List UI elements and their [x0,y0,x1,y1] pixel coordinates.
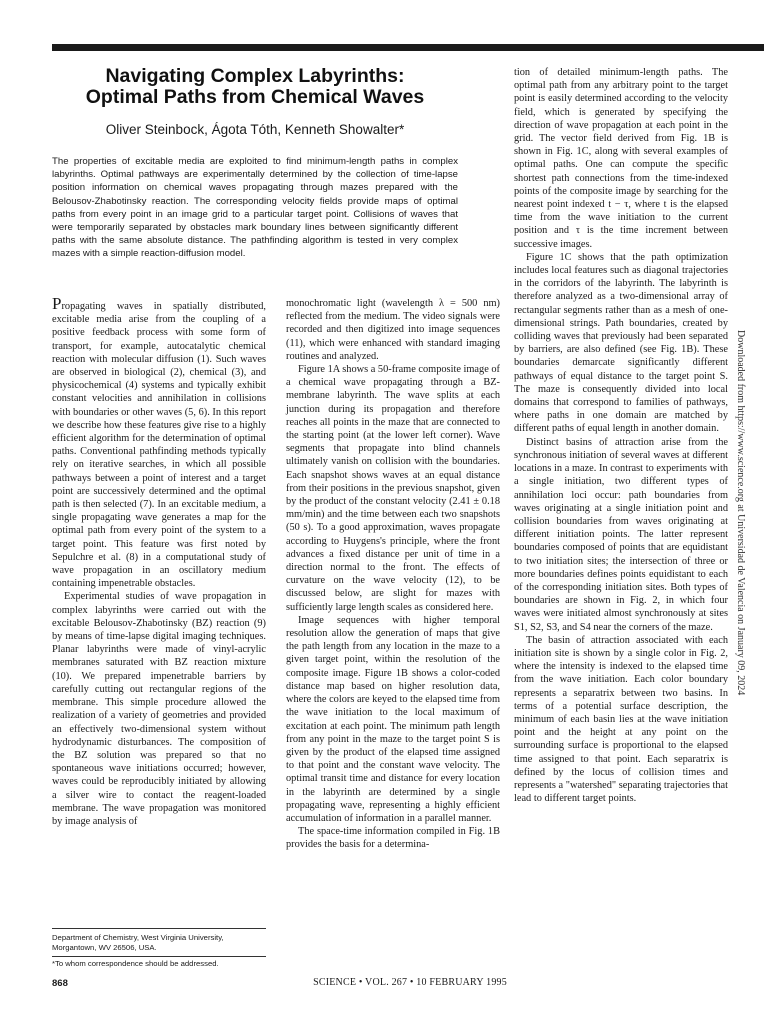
article-title [52,66,458,108]
correspondence-footnote: *To whom correspondence should be addressed. [52,959,219,968]
body-column-2 [286,297,500,852]
paragraph: The space-time information compiled in Fig. 1B provides the basis for a determina- [286,826,500,851]
body-column-3 [514,66,728,805]
paragraph: Experimental studies of wave propagation in complex labyrinths were carried out with the excitable Belousov-Zhabotinsky (BZ) reaction (9) by means of time-lapse digital imaging techniques. Planar labyrinths were made of vinyl-acrylic membranes saturated with BZ reaction mixture (10). We prepared impenetrable barriers by carefully cutting out rectangular regions of the membrane. This simple procedure allowed the realization of a variety of geometries and provided an effectively two-dimensional system without hydrodynamic disturbances. The composition of the BZ solution was prepared so that no spontaneous wave initiations occurred; however, waves could be reproducibly initiated by allowing a silver wire to contact the reagent-loaded membrane. The wave propagation was monitored by image analysis of [52,591,266,827]
paragraph: Figure 1A shows a 50-frame composite image of a chemical wave propagating through a BZ-membrane labyrinth. The wave splits at each junction during its propagation and therefore reaches all points in the maze that are connected to the starting point (at the lower left corner). Wave segments that propagate into blind channels ultimately vanish on collision with the boundaries. Each snapshot shows waves at an equal distance from their positions in the previous snapshot, given by the product of the constant velocity (2.41 ± 0.18 mm/min) and the time between each two snapshots (50 s). To a good approximation, waves propagate according to Huygens's principle, where the front advances a fixed distance per unit of time in a direction normal to the front. The effects of curvature on the wave velocity (12), to be discussed below, are slight for mazes with sufficiently large length scales as considered here. [286,364,500,613]
title-line-1: Navigating Complex Labyrinths: [105,65,405,87]
paragraph: tion of detailed minimum-length paths. The optimal path from any arbitrary point to the target point is easily determined according to the velocity field, which is generated by specifying the direction of wave propagation at each point in the grid. The vector field derived from Fig. 1B is shown in Fig. 1C, along with several examples of optimal paths. One can compute the specific shortest path connections from the time-indexed points of the composite image by searching for the nearest point indexed t − τ, where t is the elapsed time from the wave initiation to the current position and τ is the time increment between successive images. [514,67,728,250]
footnote-rule [52,956,266,957]
paragraph: Figure 1C shows that the path optimization includes local features such as diagonal trajectories in the corridors of the labyrinth. The labyrinth is therefore analyzed as a two-dimensional array of rectangular segments rather than as a mesh of one-dimensional strings. Path boundaries, created by colliding waves that previously had been separated by barriers, are also defined (see Fig. 1B). These boundaries demarcate significantly different pathways of equal distance to the target point S. The maze is consequently divided into local domains that correspond to families of pathways, where paths in one domain are matched by different paths of equal length in another domain. [514,251,728,435]
paragraph-text: ropagating waves in spatially distributed, excitable media arise from the coupling of a positive feedback process with some form of transport, for example, autocatalytic chemical reaction with molecular diffusion (1). Such waves are observed in biological (2), chemical (3), and physicochemical (4) systems and typically exhibit constant velocities and annihilation in collisions with boundaries or other waves (5, 6). In this report we describe how these features give rise to a highly efficient algorithm for the determination of optimal paths. Conventional pathfinding methods typically rely on iterative searches, in which all possible pathways between a point of interest and a target point are successively determined and the optimal path is then selected (7). In an excitable medium, a single propagating wave generates a map for the optimal path from every point of the system to a target point. This feature was first noted by Sepulchre et al. (8) in a computational study of wave propagation in an oscillatory medium containing impenetrable obstacles. [52,301,266,590]
drop-cap: P [52,294,62,313]
paragraph [52,294,266,590]
paragraph: The basin of attraction associated with each initiation site is shown by a single color in Fig. 2, where the intensity is indexed to the elapsed time from the wave initiation. Each color boundary represents a separatrix between two basins. In terms of a potential surface description, the minimum of each basin lies at the wave initiation point and the height at any point on the surrounding surface is proportional to the elapsed time assigned to that point. Each separatrix is defined by the locus of collision times and represents a "watershed" separating trajectories that lead to different target points. [514,634,728,805]
paragraph: Image sequences with higher temporal resolution allow the generation of maps that give the path length from any location in the maze to a given target point, within the resolution of the composite image. Figure 1B shows a color-coded distance map based on higher resolution data, where the colors are keyed to the elapsed time from the wave initiation to the local maximum of excitation at each point. The minimum path length from any point in the maze to the target point S is given by the product of the elapsed time assigned to that point and the constant wave velocity. The optimal transit time and distance for every location in the labyrinth are determined by a single propagating wave, representing a highly efficient accumulation of information in a parallel manner. [286,614,500,824]
affiliation-footnote: Department of Chemistry, West Virginia University, Morgantown, WV 26506, USA. [52,933,224,952]
body-column-1 [52,294,266,828]
abstract: The properties of excitable media are exploited to find minimum-length paths in complex labyrinths. Optimal pathways are experimentally determined by the collection of time-lapse position information on chemical waves propagating through mazes prepared with the Belousov-Zhabotinsky reaction. The corresponding velocity fields provide maps of optimal paths from every point in an image grid to a particular target point. Collisions of waves that were temporarily separated by obstacles mark boundary lines between significantly different paths with the same absolute distance. The pathfinding algorithm is tested in very complex mazes with a simple reaction-diffusion model. [52,156,458,260]
top-rule [52,44,764,51]
footnote-rule [52,928,266,929]
author-list: Oliver Steinbock, Ágota Tóth, Kenneth Showalter* [105,122,405,137]
download-watermark: Downloaded from https://www.science.org at Universidad de Valencia on January 09, 2024 [735,330,746,696]
paragraph: Distinct basins of attraction arise from the synchronous initiation of several waves at different locations in a maze. In contrast to experiments with a single initiation, two different types of annihilation loci occur: path boundaries from waves originating at a single initiation point and collision boundaries from waves originating at different initiation points. The latter represent boundaries composed of points that are equidistant to two initiation sites; the intersection of three or more boundaries defines points equidistant to each of the corresponding initiation sites. Both types of boundaries are shown in Fig. 2, in which four waves were initiated almost synchronously at sites S1, S2, S3, and S4 near the corners of the maze. [514,436,728,633]
paragraph: monochromatic light (wavelength λ = 500 nm) reflected from the medium. The video signals were recorded and then digitized into image sequences (11), which were enhanced with standard imaging routines and analyzed. [286,298,500,362]
page-number: 868 [52,978,68,989]
journal-footer: SCIENCE • VOL. 267 • 10 FEBRUARY 1995 [313,977,507,988]
title-line-2: Optimal Paths from Chemical Waves [85,86,425,108]
